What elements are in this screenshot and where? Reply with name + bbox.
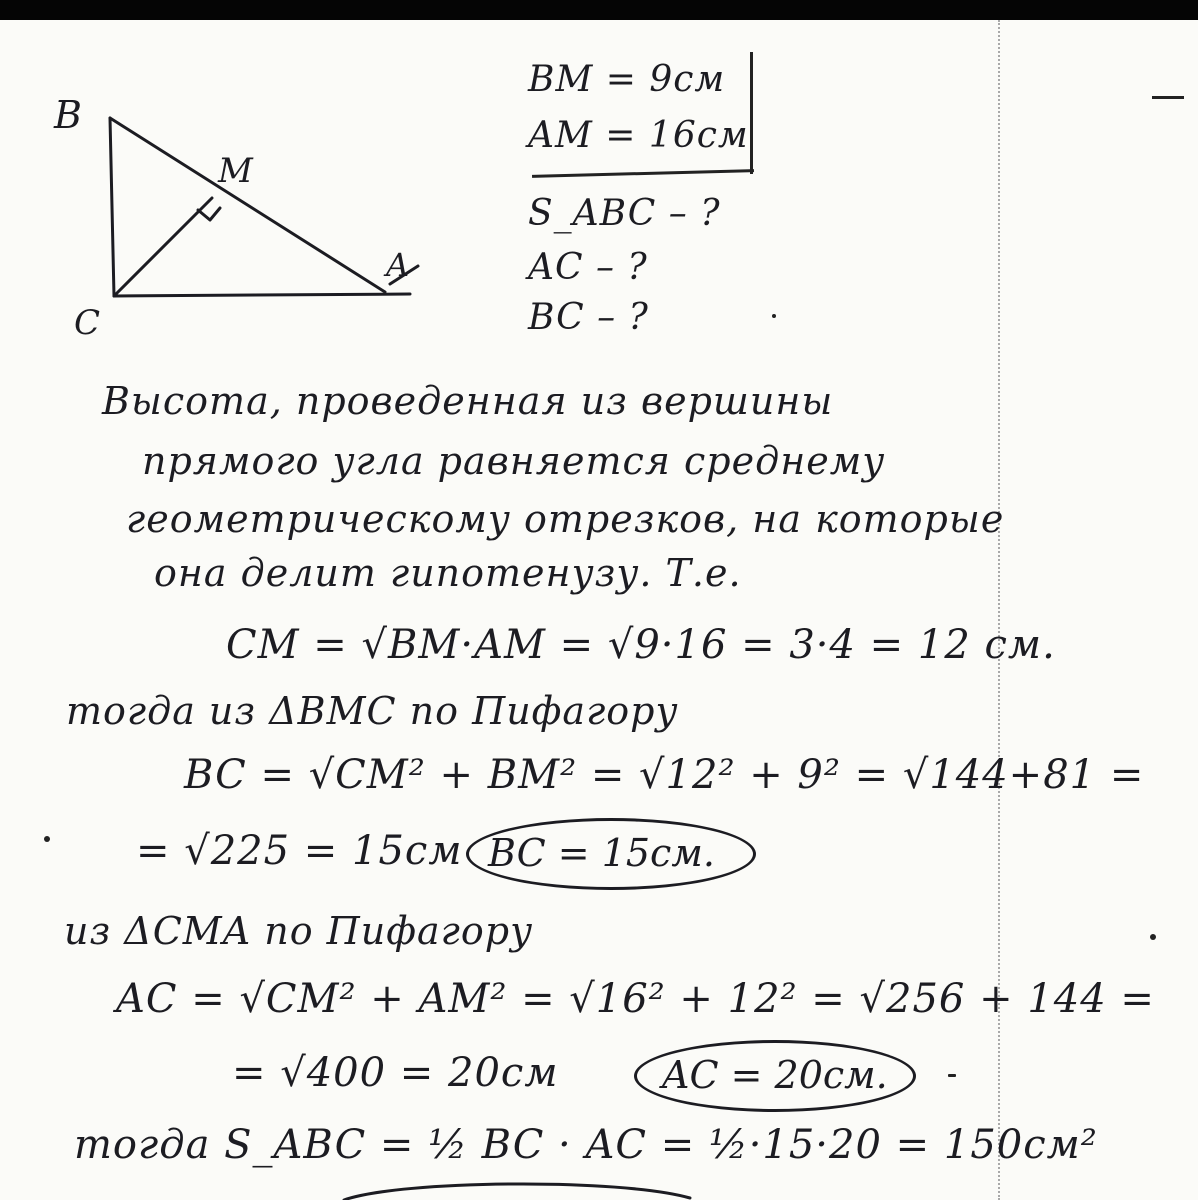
page-fold-line bbox=[998, 20, 1000, 1200]
solution-line-4: она делит гипотенузу. Т.е. bbox=[154, 551, 742, 595]
given-am: AM = 16см bbox=[528, 115, 749, 156]
vertex-label-c: C bbox=[74, 303, 101, 343]
ink-dot bbox=[772, 314, 776, 318]
hypotenuse-ab bbox=[110, 118, 385, 292]
triangle-diagram bbox=[40, 70, 440, 350]
solution-line-6: тогда из ΔBMC по Пифагору bbox=[66, 689, 679, 733]
find-area: S_ABC – ? bbox=[528, 193, 721, 234]
formula-ac: AC = √CM² + AM² = √16² + 12² = √256 + 144 = bbox=[116, 976, 1155, 1022]
formula-cm: CM = √BM·AM = √9·16 = 3·4 = 12 см. bbox=[226, 622, 1056, 668]
margin-dash-mark bbox=[1152, 96, 1184, 99]
formula-ac-result: = √400 = 20см bbox=[232, 1050, 559, 1096]
formula-area: тогда S_ABC = ½ BC · AC = ½·15·20 = 150см² bbox=[74, 1122, 1098, 1168]
given-horizontal-rule bbox=[532, 169, 754, 178]
given-vertical-rule bbox=[750, 52, 753, 174]
vertex-label-a: A bbox=[386, 246, 410, 284]
given-block bbox=[518, 52, 768, 338]
ink-dash bbox=[948, 1074, 956, 1077]
find-ac: AC – ? bbox=[528, 247, 648, 288]
find-bc: BC – ? bbox=[528, 297, 649, 338]
answer-bc: BC = 15см. bbox=[488, 831, 715, 875]
vertex-label-b: B bbox=[54, 93, 82, 137]
top-dark-bar bbox=[0, 0, 1198, 20]
solution-line-3: геометрическому отрезков, на которые bbox=[126, 497, 1005, 541]
formula-bc-result: = √225 = 15см bbox=[136, 828, 463, 874]
given-bm: BM = 9см bbox=[528, 59, 726, 100]
solution-line-9: из ΔCMA по Пифагору bbox=[64, 909, 534, 953]
side-ca bbox=[114, 294, 410, 296]
side-bc bbox=[110, 118, 114, 296]
vertex-label-m: M bbox=[218, 151, 253, 191]
solution-line-1: Высота, проведенная из вершины bbox=[102, 379, 834, 423]
ink-dot bbox=[44, 836, 50, 842]
solution-line-2: прямого угла равняется среднему bbox=[142, 439, 886, 483]
answer-oval-area-partial bbox=[340, 1178, 700, 1200]
formula-bc: BC = √CM² + BM² = √12² + 9² = √144+81 = bbox=[184, 752, 1145, 798]
answer-ac: AC = 20см. bbox=[662, 1053, 888, 1097]
altitude-cm bbox=[114, 198, 212, 296]
ink-dot bbox=[1150, 934, 1156, 940]
